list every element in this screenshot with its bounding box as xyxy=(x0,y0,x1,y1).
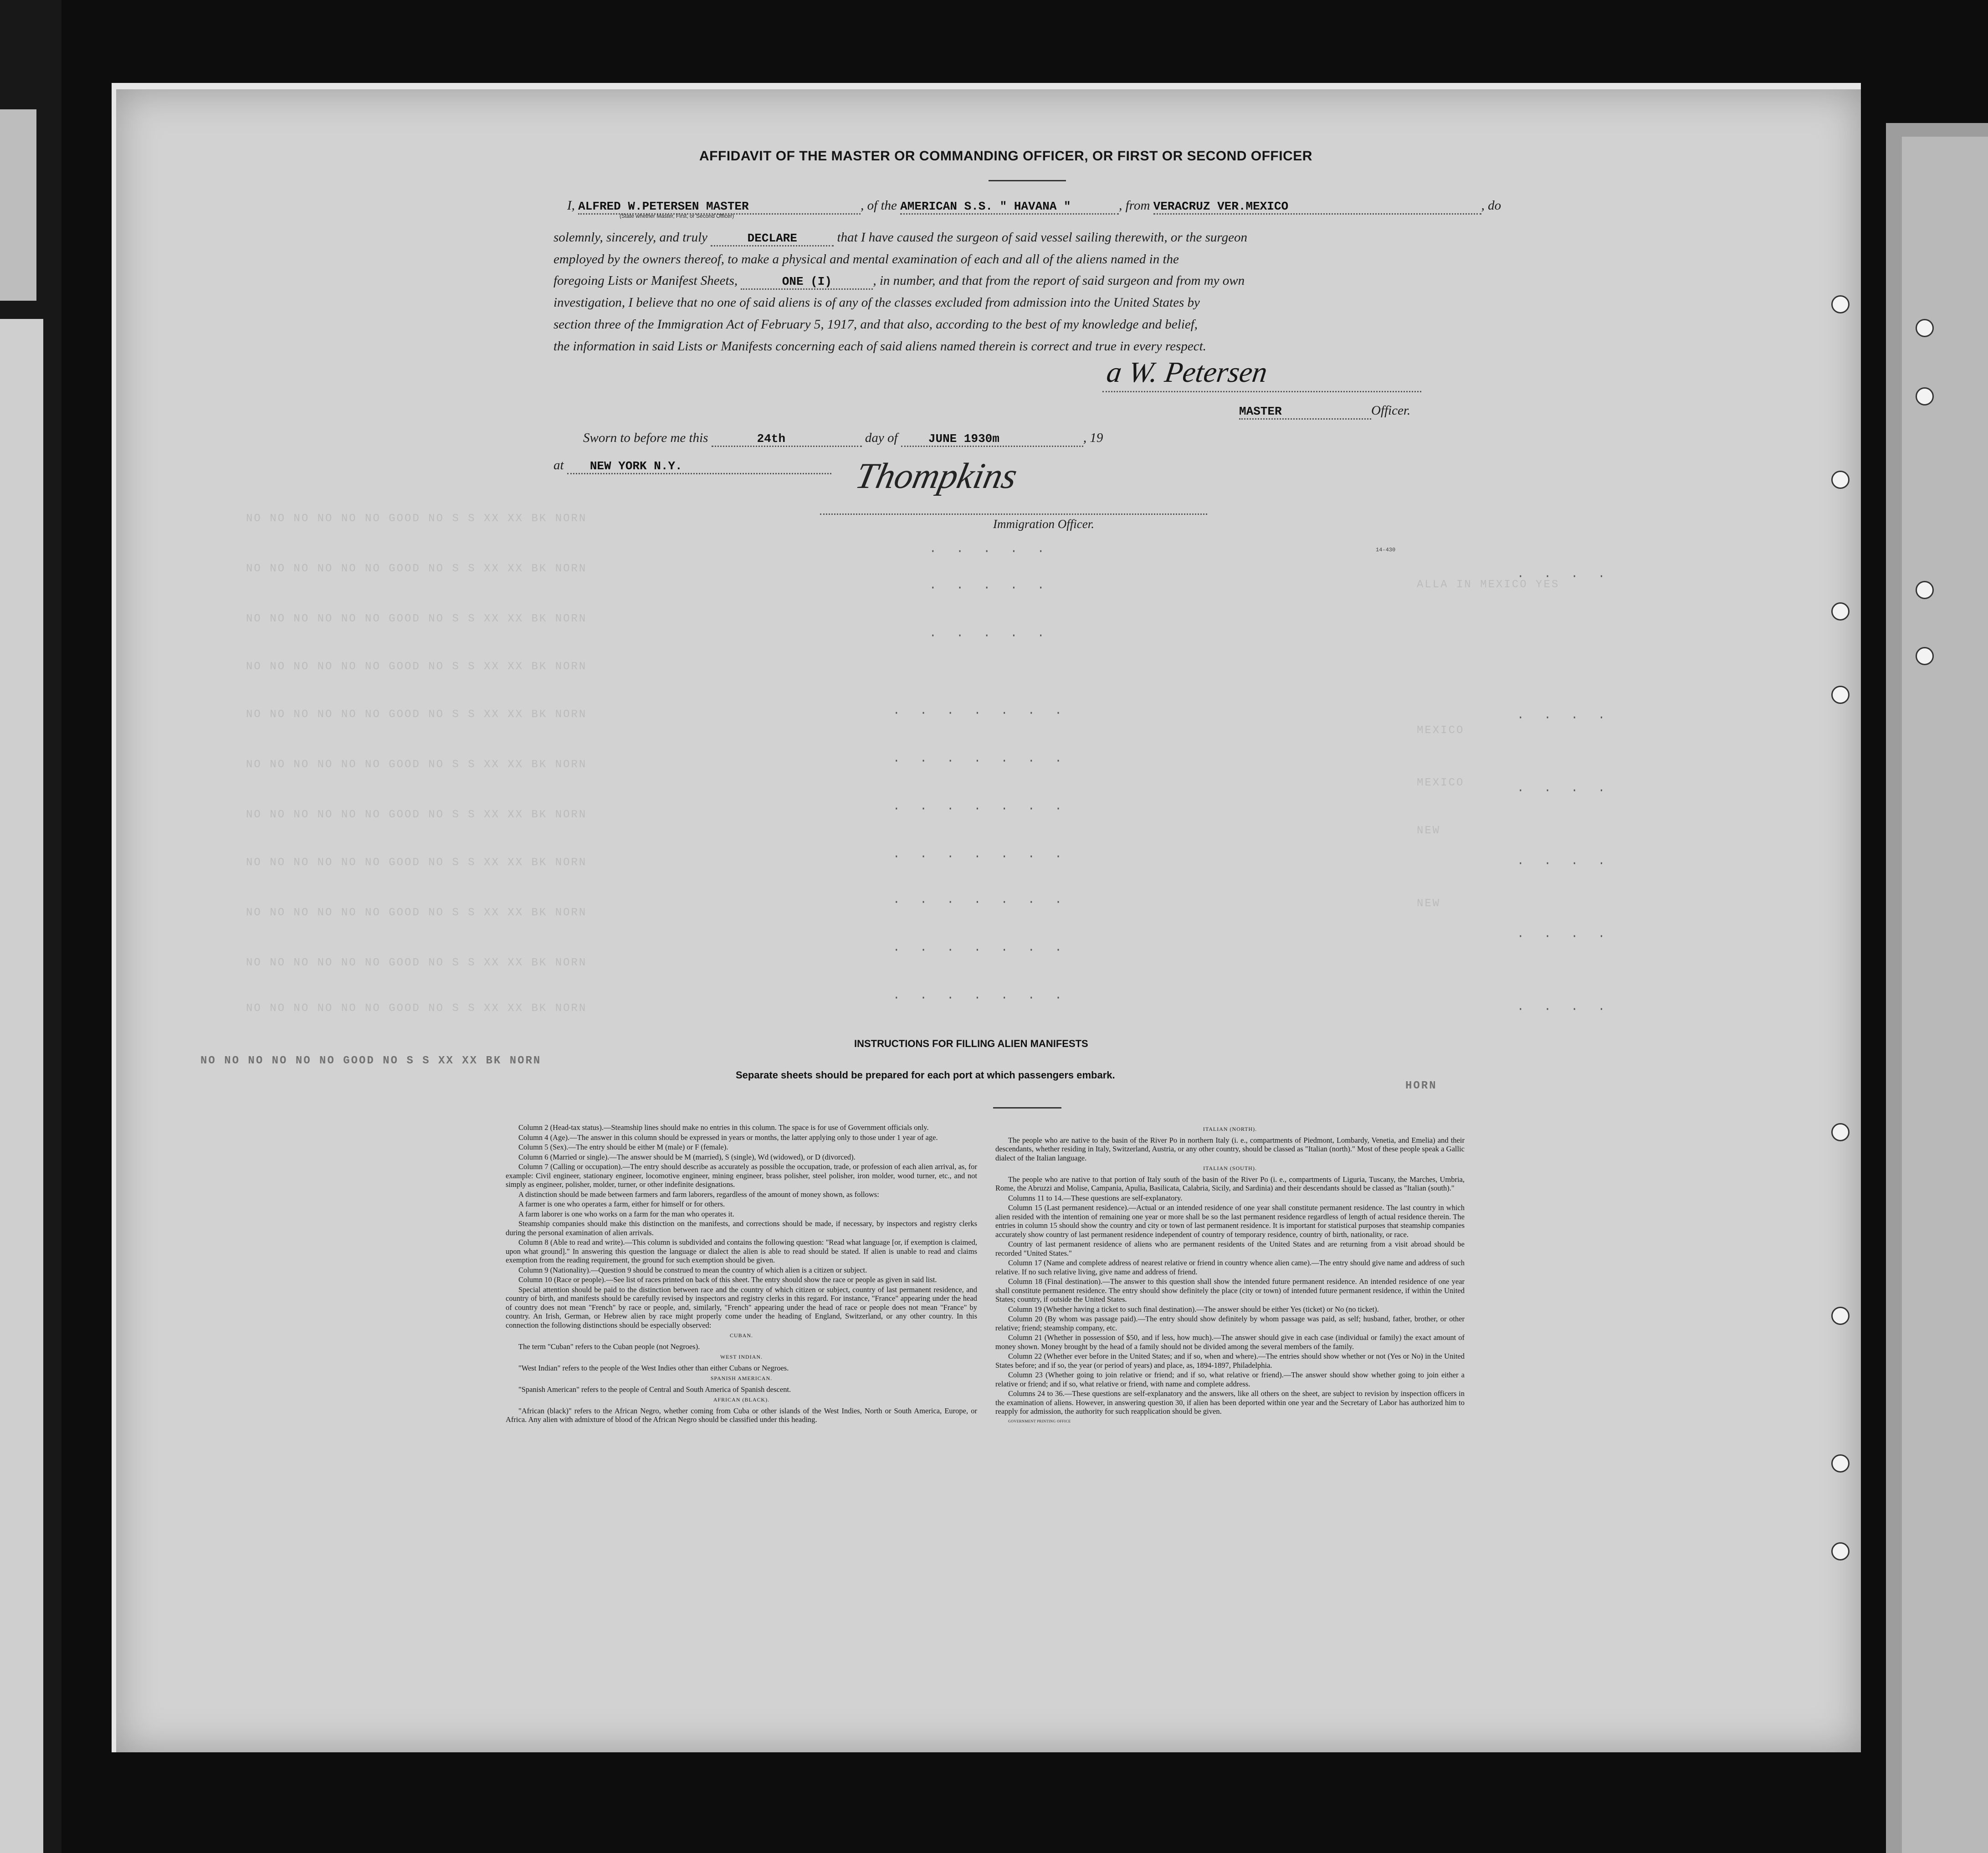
ghost-dot-row: · · · · xyxy=(1517,570,1612,583)
instruction-paragraph: Column 10 (Race or people).—See list of races printed on back of this sheet. The entry should show the race or people as given in said list. xyxy=(518,1275,937,1284)
ghost-dot-row: · · · · · · · xyxy=(893,706,1068,720)
punch-hole-icon xyxy=(1831,1542,1850,1560)
officer-label: Officer. xyxy=(1371,403,1411,418)
sworn-day-value: 24th xyxy=(712,432,862,447)
instruction-paragraph: Steamship companies should make this distinction on the manifests, and corrections should be made, if necessary, by inspectors and registry clerks during the personal examination of alien arrivals. xyxy=(506,1219,977,1237)
bleed-through-text: NO NO NO NO NO NO GOOD NO S S XX XX BK NORN xyxy=(246,1002,587,1015)
ghost-dot-row: · · · · · xyxy=(929,581,1051,595)
declare-value: DECLARE xyxy=(711,231,834,246)
vessel-value: AMERICAN S.S. " HAVANA " xyxy=(900,200,1119,215)
section-heading: AFRICAN (BLACK). xyxy=(713,1396,770,1403)
adjacent-page-edge-top xyxy=(0,109,36,301)
instruction-paragraph: The term "Cuban" refers to the Cuban people (not Negroes). xyxy=(518,1342,700,1351)
bleed-through-text: NO NO NO NO NO NO GOOD NO S S XX XX BK NORN xyxy=(246,613,587,625)
signature-line xyxy=(820,513,1207,515)
text: that I have caused the surgeon of said vessel sailing therewith, or the surgeon xyxy=(837,230,1248,245)
bleed-through-text: NO NO NO NO NO NO GOOD NO S S XX XX BK NORN xyxy=(246,708,587,721)
sworn-place-value: NEW YORK N.Y. xyxy=(567,459,831,474)
adjacent-page-edge xyxy=(0,319,43,1853)
bleed-through-text: MEXICO xyxy=(1417,777,1465,789)
text: foregoing Lists or Manifest Sheets, xyxy=(553,273,738,288)
right-adjacent-page-inner xyxy=(1902,137,1988,1853)
instructions-title: INSTRUCTIONS FOR FILLING ALIEN MANIFESTS xyxy=(854,1038,1088,1049)
officer-rank-note: (State whether Master, First, or Second Officer) xyxy=(620,213,734,219)
instructions-subtitle: Separate sheets should be prepared for each port at which passengers embark. xyxy=(736,1069,1115,1081)
bleed-through-text: NO NO NO NO NO NO GOOD NO S S XX XX BK NORN xyxy=(246,513,587,525)
text: Sworn to before me this xyxy=(583,431,708,445)
text: , 19 xyxy=(1083,431,1103,445)
sworn-month-value: JUNE 1930m xyxy=(901,432,1083,447)
affidavit-line-3: employed by the owners thereof, to make a physical and mental examination of each and all of the aliens named in the xyxy=(553,252,1179,267)
ghost-dot-row: · · · · · xyxy=(929,629,1051,642)
punch-hole-icon xyxy=(1916,581,1934,599)
instruction-paragraph: "African (black)" refers to the African Negro, whether coming from Cuba or other islands of the West Indies, North or South America, Europe, or Africa. Any alien with admixture of blood of the African Negro should be classified under this heading. xyxy=(506,1406,977,1424)
label-of-the: , of the xyxy=(861,198,897,213)
instruction-paragraph: Column 6 (Married or single).—The answer should be M (married), S (single), Wd (widowed), or D (divorced). xyxy=(518,1152,856,1161)
affidavit-line-2 xyxy=(553,230,1247,246)
bleed-through-text: NO NO NO NO NO NO GOOD NO S S XX XX BK NORN xyxy=(200,1055,542,1067)
affidavit-title: AFFIDAVIT OF THE MASTER OR COMMANDING OFFICER, OR FIRST OR SECOND OFFICER xyxy=(699,149,1312,164)
sworn-line xyxy=(583,431,1103,447)
ghost-dot-row: · · · · xyxy=(1517,857,1612,870)
affidavit-line-5: investigation, I believe that no one of said aliens is of any of the classes excluded from admission into the United States by xyxy=(553,295,1200,310)
ghost-dot-row: · · · · · · · xyxy=(893,991,1068,1005)
section-heading: CUBAN. xyxy=(729,1332,753,1339)
bleed-through-text: NEW xyxy=(1417,825,1441,837)
punch-hole-icon xyxy=(1831,686,1850,704)
label-i: I, xyxy=(567,198,575,213)
affidavit-line-7: the information in said Lists or Manifests concerning each of said aliens named therein is correct and true in every respect. xyxy=(553,339,1206,354)
punch-hole-icon xyxy=(1831,1123,1850,1141)
bleed-through-text: NO NO NO NO NO NO GOOD NO S S XX XX BK NORN xyxy=(246,661,587,673)
instruction-paragraph: A farmer is one who operates a farm, either for himself or for others. xyxy=(518,1200,725,1208)
instructions-right-column xyxy=(995,1123,1465,1427)
form-number: 14-430 xyxy=(1376,547,1396,553)
instruction-paragraph: Column 8 (Able to read and write).—This column is subdivided and contains the following question: "Read what language [or, if exemption is claimed, upon what ground]." In answering this question the language or dialect the alien is able to read should be stated. If alien is unable to read and claims exemption from the reading requirement, the ground for such exemption should be given. xyxy=(506,1238,977,1264)
bleed-through-text: NO NO NO NO NO NO GOOD NO S S XX XX BK NORN xyxy=(246,759,587,771)
punch-hole-icon xyxy=(1916,319,1934,337)
bleed-through-text: NEW xyxy=(1417,898,1441,910)
instruction-paragraph: Column 21 (Whether in possession of $50, and if less, how much).—The answer should give in each case (individual or family) the exact amount of money shown. Money brought by the head of a family should not be divided among the several members of the family. xyxy=(995,1333,1465,1351)
ghost-dot-row: · · · · · · · xyxy=(893,850,1068,863)
punch-hole-icon xyxy=(1916,387,1934,406)
instruction-paragraph: Column 22 (Whether ever before in the United States; and if so, when and where).—The entries should show whether or not (Yes or No) in the United States before; and if so, the year (or period of years) and place, as, 1894-1897, Philadelphia. xyxy=(995,1352,1465,1370)
ghost-dot-row: · · · · · · · xyxy=(893,943,1068,957)
instruction-paragraph: Column 7 (Calling or occupation).—The entry should describe as accurately as possible the occupation, trade, or profession of each alien arrival, as, for example: Civil engineer, stationary engineer, locomotive engineer, mining engineer, brass polisher, steel polisher, iron molder, wood turner, etc., and not simply as engineer, polisher, molder, turner, or other indefinite designations. xyxy=(506,1162,977,1189)
punch-hole-icon xyxy=(1916,647,1934,665)
immigration-officer-signature: Thompkins xyxy=(852,456,1021,496)
ghost-dot-row: · · · · xyxy=(1517,784,1612,797)
label-do: , do xyxy=(1481,198,1501,213)
count-value: ONE (I) xyxy=(741,275,873,290)
bleed-through-text: ALLA IN MEXICO YES xyxy=(1417,579,1560,591)
instruction-paragraph: Column 9 (Nationality).—Question 9 should be construed to mean the country of which alien is a citizen or subject. xyxy=(518,1265,867,1274)
immigration-officer-label: Immigration Officer. xyxy=(993,517,1094,531)
section-heading: ITALIAN (NORTH). xyxy=(1203,1126,1257,1132)
instruction-paragraph: Column 2 (Head-tax status).—Steamship lines should make no entries in this column. The space is for use of Government officials only. xyxy=(518,1123,929,1132)
port-value: VERACRUZ VER.MEXICO xyxy=(1153,200,1481,215)
ghost-dot-row: · · · · xyxy=(1517,929,1612,943)
instruction-paragraph: Columns 11 to 14.—These questions are self-explanatory. xyxy=(1008,1193,1183,1202)
section-heading: ITALIAN (SOUTH). xyxy=(1203,1165,1257,1171)
master-rank-value: MASTER xyxy=(1239,405,1371,420)
instruction-paragraph: Column 5 (Sex).—The entry should be either M (male) or F (female). xyxy=(518,1143,728,1151)
instruction-paragraph: Column 4 (Age).—The answer in this column should be expressed in years or months, the latter applying only to those under 1 year of age. xyxy=(518,1133,938,1142)
instruction-paragraph: Column 18 (Final destination).—The answer to this question shall show the intended future permanent residence. An intended residence of one year shall constitute permanent residence. The entry should show definitely the place (city or town) of intended future permanent residence, if within the United States; country, if outside the United States. xyxy=(995,1277,1465,1304)
bleed-through-text: MEXICO xyxy=(1417,724,1465,737)
text: solemnly, sincerely, and truly xyxy=(553,230,708,245)
section-heading: SPANISH AMERICAN. xyxy=(710,1375,773,1381)
signature-line xyxy=(1102,391,1421,392)
ghost-dot-row: · · · · xyxy=(1517,1002,1612,1016)
punch-hole-icon xyxy=(1831,1307,1850,1325)
affidavit-line-1 xyxy=(567,198,1501,215)
text: at xyxy=(553,458,564,472)
punch-hole-icon xyxy=(1831,1454,1850,1473)
instruction-paragraph: "Spanish American" refers to the people of Central and South America of Spanish descent. xyxy=(518,1385,791,1394)
instruction-paragraph: The people who are native to that portion of Italy south of the basin of the River Po (i. e., compartments of Liguria, Tuscany, the Marches, Umbria, Rome, the Abruzzi and Molise, Campania, Apulia, Basilicata, Calabria, Sicily, and Sardinia) and their descendants should be classed as "Italian (south)." xyxy=(995,1175,1465,1192)
title-divider xyxy=(989,180,1066,181)
bleed-through-text: NO NO NO NO NO NO GOOD NO S S XX XX BK NORN xyxy=(246,907,587,919)
instruction-paragraph: Columns 24 to 36.—These questions are self-explanatory and the answers, like all others on the sheet, are subject to revision by inspection officers in the examination of aliens. However, in answering question 30, if alien has been deported within one year and the Secretary of Labor has authorized him to reapply for admission, the authority for such reapplication should be given. xyxy=(995,1389,1465,1416)
instructions-left-column xyxy=(506,1123,977,1425)
printer-imprint: GOVERNMENT PRINTING OFFICE xyxy=(1008,1419,1071,1423)
text: day of xyxy=(865,431,898,445)
instruction-paragraph: Special attention should be paid to the distinction between race and the country of which citizen or subject, country of last permanent residence, and country of birth, and manifests should be carefully revised by inspectors and registry clerks in this regard. For instance, "France" appearing under the head of country does not mean "French" by race or people, and, similarly, "French" appearing under the head of race or people does not mean "France" by country. An Irish, German, or Hebrew alien by race might properly come under the heading of England, Switzerland, or any other country. In this connection the following distinctions should be especially observed: xyxy=(506,1285,977,1329)
bleed-through-text: HORN xyxy=(1405,1080,1437,1092)
officer-rank-line xyxy=(1239,403,1410,420)
bleed-through-text: NO NO NO NO NO NO GOOD NO S S XX XX BK NORN xyxy=(246,857,587,869)
instructions-divider xyxy=(993,1107,1061,1109)
master-signature: a W. Petersen xyxy=(1105,356,1270,388)
instruction-paragraph: Column 17 (Name and complete address of nearest relative or friend in country whence alien came).—The entry should give name and address of such relative. If no such relative living, give name and address of friend. xyxy=(995,1258,1465,1276)
punch-hole-icon xyxy=(1831,295,1850,313)
ghost-dot-row: · · · · xyxy=(1517,711,1612,724)
text: , in number, and that from the report of said surgeon and from my own xyxy=(873,273,1245,288)
instruction-paragraph: A farm laborer is one who works on a farm for the man who operates it. xyxy=(518,1209,734,1218)
bleed-through-text: NO NO NO NO NO NO GOOD NO S S XX XX BK NORN xyxy=(246,957,587,969)
instruction-paragraph: Country of last permanent residence of aliens who are permanent residents of the United States and are returning from a visit abroad should be recorded "United States." xyxy=(995,1240,1465,1258)
bleed-through-text: NO NO NO NO NO NO GOOD NO S S XX XX BK NORN xyxy=(246,563,587,575)
ghost-dot-row: · · · · · xyxy=(929,544,1051,558)
affidavit-line-4 xyxy=(553,273,1245,290)
instruction-paragraph: Column 15 (Last permanent residence).—Actual or an intended residence of one year shall constitute permanent residence. The last country in which alien resided with the intention of remaining one year or more shall be so the last permanent residence regardless of length of actual residence therein. The entries in column 15 should show the country and city or town of last permanent residence. It is important for statistical purposes that steamship companies accurately show country of last permanent residence independent of country of temporary residence, country of birth, nationality, or race. xyxy=(995,1203,1465,1239)
ghost-dot-row: · · · · · · · xyxy=(893,754,1068,768)
label-from: , from xyxy=(1119,198,1150,213)
ghost-dot-row: · · · · · · · xyxy=(893,802,1068,816)
instruction-paragraph: A distinction should be made between farmers and farm laborers, regardless of the amount of money shown, as follows: xyxy=(518,1190,879,1199)
instruction-paragraph: Column 20 (By whom was passage paid).—The entry should show definitely by whom passage was paid, as self; husband, father, brother, or other relative; friend; steamship company, etc. xyxy=(995,1314,1465,1332)
instruction-paragraph: Column 19 (Whether having a ticket to such final destination).—The answer should be either Yes (ticket) or No (no ticket). xyxy=(1008,1304,1379,1314)
instruction-paragraph: The people who are native to the basin of the River Po in northern Italy (i. e., compartments of Piedmont, Lombardy, Venetia, and Emelia) and their descendants, whether residing in Italy, Switzerland, Austria, or any other country, should be classed as "Italian (north)." Most of these people speak a Gallic dialect of the Italian language. xyxy=(995,1135,1465,1162)
punch-hole-icon xyxy=(1831,602,1850,621)
instruction-paragraph: Column 23 (Whether going to join relative or friend; and if so, what relative or friend).—The answer should show whether going to join either a relative or friend; and if so, what relative or friend, with name and complete address. xyxy=(995,1371,1465,1388)
section-heading: WEST INDIAN. xyxy=(720,1354,763,1360)
master-name-value: ALFRED W.PETERSEN MASTER xyxy=(578,200,861,215)
ghost-dot-row: · · · · · · · xyxy=(893,895,1068,909)
punch-hole-icon xyxy=(1831,471,1850,489)
instruction-paragraph: "West Indian" refers to the people of the West Indies other than either Cubans or Negroes. xyxy=(518,1363,789,1372)
sworn-place-line xyxy=(553,458,831,474)
bleed-through-text: NO NO NO NO NO NO GOOD NO S S XX XX BK NORN xyxy=(246,809,587,821)
affidavit-line-6: section three of the Immigration Act of February 5, 1917, and that also, according to the best of my knowledge and belief, xyxy=(553,317,1198,332)
